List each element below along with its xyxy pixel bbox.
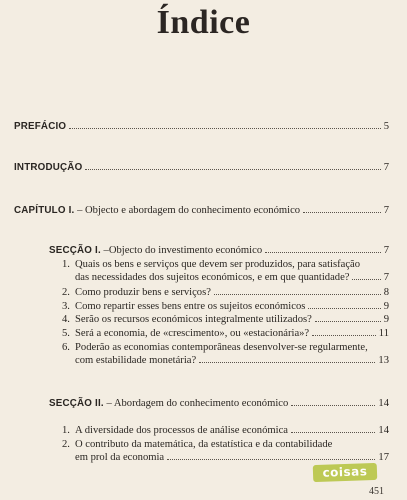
item-text: com estabilidade monetária? [75,355,197,366]
toc-page: 14 [378,425,389,436]
toc-item [75,355,389,367]
toc-label: – Abordagem do conhecimento económico [103,398,289,409]
toc-item [62,287,389,299]
item-text: em prol da economia [75,452,165,463]
toc-page: 9 [383,314,389,325]
leader-dots [312,335,376,336]
item-text: Será a economia, de «crescimento», ou «estacionária»? [75,328,310,339]
item-text: Poderão as economias contemporâneas desenvolver-se regularmente, [75,342,368,353]
toc-entry-prefacio [14,121,389,133]
toc-label: PREFÁCIO [14,121,67,132]
toc-item [62,425,389,437]
item-text: das necessidades dos sujeitos económicos, e em que quantidade? [75,272,350,283]
toc-page: 11 [378,328,389,339]
item-text: A diversidade dos processos de análise económica [75,425,288,436]
item-number: 6. [62,342,70,353]
item-number: 1. [62,425,70,436]
leader-dots [308,308,380,309]
leader-dots [291,405,375,406]
leader-dots [291,432,375,433]
watermark-logo: coisas [313,463,378,482]
item-number: 2. [62,439,70,450]
toc-item [62,328,389,340]
toc-page: 7 [383,245,389,256]
toc-page: 7 [383,205,389,216]
page-title: Índice [156,4,251,41]
item-number: 3. [62,301,70,312]
toc-page: 7 [383,272,389,283]
toc-entry-introducao [14,162,389,174]
item-number: 5. [62,328,70,339]
toc-page: 14 [378,398,389,409]
item-text: Como repartir esses bens entre os sujeitos económicos [75,301,306,312]
toc-label: – Objecto e abordagem do conhecimento económico [74,205,301,216]
item-text: Quais os bens e serviços que devem ser produzidos, para satisfação [75,259,361,270]
leader-dots [214,294,381,295]
leader-dots [315,321,381,322]
item-number: 2. [62,287,70,298]
item-text: O contributo da matemática, da estatística e da contabilidade [75,439,333,450]
toc-item [75,272,389,284]
toc-page: 13 [378,355,389,366]
toc-page: 5 [383,121,389,132]
item-text: Como produzir bens e serviços? [75,287,211,298]
toc-page: 9 [383,301,389,312]
leader-dots [69,128,380,129]
item-number: 4. [62,314,70,325]
toc-entry-capitulo-1 [14,205,389,217]
toc-label-bold: SECÇÃO II. [49,398,104,409]
leader-dots [199,362,375,363]
toc-page: 17 [378,452,389,463]
leader-dots [352,279,380,280]
toc-page: 7 [383,162,389,173]
toc-item-line [62,342,368,354]
leader-dots [167,459,375,460]
item-text: Serão os recursos económicos integralmente utilizados? [75,314,312,325]
toc-label: –Objecto do investimento económico [100,245,263,256]
toc-item-line [62,259,360,271]
toc-item [62,301,389,313]
toc-label: INTRODUÇÃO [14,162,83,173]
item-number: 1. [62,259,70,270]
page-number: 451 [369,486,384,497]
leader-dots [85,169,380,170]
toc-label-bold: SECÇÃO I. [49,245,101,256]
toc-item-line [62,439,332,451]
toc-item [62,314,389,326]
toc-entry-seccao-1 [49,245,389,257]
leader-dots [303,212,381,213]
toc-label-bold: CAPÍTULO I. [14,205,75,216]
toc-page: 8 [383,287,389,298]
leader-dots [265,252,381,253]
toc-item [75,452,389,464]
toc-entry-seccao-2 [49,398,389,410]
